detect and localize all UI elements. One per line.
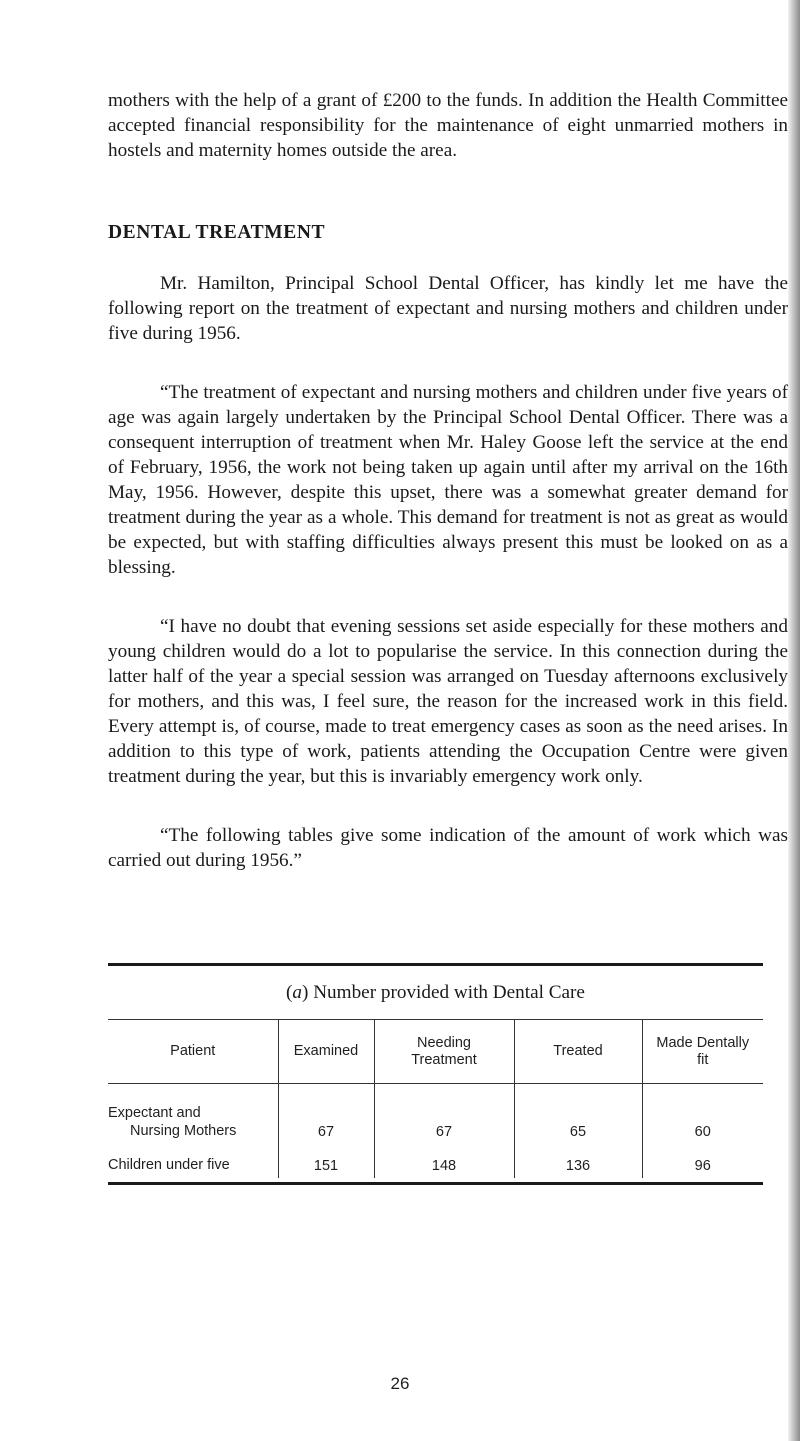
cell-examined: 151: [278, 1144, 374, 1178]
table-title: (a) Number provided with Dental Care: [286, 982, 585, 1003]
table-row: [108, 1144, 763, 1178]
quote-paragraph-1: “The treatment of expectant and nursing mothers and children under five years of age was again largely undertaken by the Principal School Dental Officer. There was a consequent interruption of treatment when Mr. Haley Goose left the service at the end of February, 1956, the work not being taken up again until after my arrival on the 16th May, 1956. However, despite this upset, there was a somewhat greater demand for treatment during the year as a whole. This demand for treatment is not as great as would be expected, but with staffing difficulties always present this must be looked on as a blessing.: [108, 382, 788, 578]
table-bottom-rule: [108, 1182, 763, 1185]
table-title-letter: a: [292, 982, 303, 1003]
table-row: [108, 1084, 763, 1145]
table-header-row: [108, 1020, 763, 1084]
header-needing-treatment: [374, 1020, 514, 1084]
header-examined: Examined: [278, 1020, 374, 1084]
patient-line-1: Expectant and: [108, 1105, 201, 1121]
header-patient: Patient: [108, 1020, 278, 1084]
header-made-dentally-fit: [642, 1020, 763, 1084]
page-number: 26: [390, 1374, 410, 1393]
section-heading: DENTAL TREATMENT: [108, 222, 326, 243]
intro-paragraph: mothers with the help of a grant of £200 to the funds. In addition the Health Committee accepted financial responsibility for the maintenance of eight unmarried mothers in hostels and maternity homes outside the area.: [108, 90, 788, 161]
dental-care-table-section: [108, 963, 763, 1185]
cell-examined: 67: [278, 1084, 374, 1145]
header-treated: Treated: [514, 1020, 642, 1084]
header-needing-treatment-text: Needing Treatment: [411, 1034, 477, 1068]
quote-paragraph-2: “I have no doubt that evening sessions set aside especially for these mothers and young children would do a lot to popularise the service. In this connection during the latter half of the year a special session was arranged on Tuesday afternoons exclusively for mothers, and this was, I feel sure, the reason for the increased work in this field. Every attempt is, of course, made to treat emergency cases as soon as the need arises. In addition to this type of work, patients attending the Occupation Centre were given treatment during the year, but this is invariably emergency work only.: [108, 616, 788, 787]
dental-care-table: [108, 1020, 763, 1178]
cell-patient: [108, 1084, 278, 1145]
header-made-dentally-fit-text: Made Dentally fit: [656, 1034, 750, 1068]
patient-line-2: Nursing Mothers: [130, 1123, 237, 1139]
report-intro-paragraph: Mr. Hamilton, Principal School Dental Officer, has kindly let me have the following report on the treatment of expectant and nursing mothers and children under five during 1956.: [108, 273, 788, 344]
cell-made-dentally-fit: 60: [642, 1084, 763, 1145]
cell-treated: 136: [514, 1144, 642, 1178]
page-edge-shadow: [788, 0, 800, 1441]
cell-needing-treatment: 148: [374, 1144, 514, 1178]
table-title-text: Number provided with Dental Care: [313, 982, 585, 1003]
cell-made-dentally-fit: 96: [642, 1144, 763, 1178]
cell-needing-treatment: 67: [374, 1084, 514, 1145]
table-top-rule: [108, 963, 763, 966]
cell-treated: 65: [514, 1084, 642, 1145]
document-body: [108, 88, 788, 873]
cell-patient: Children under five: [108, 1157, 230, 1173]
quote-paragraph-3: “The following tables give some indication of the amount of work which was carried out during 1956.”: [108, 825, 788, 871]
